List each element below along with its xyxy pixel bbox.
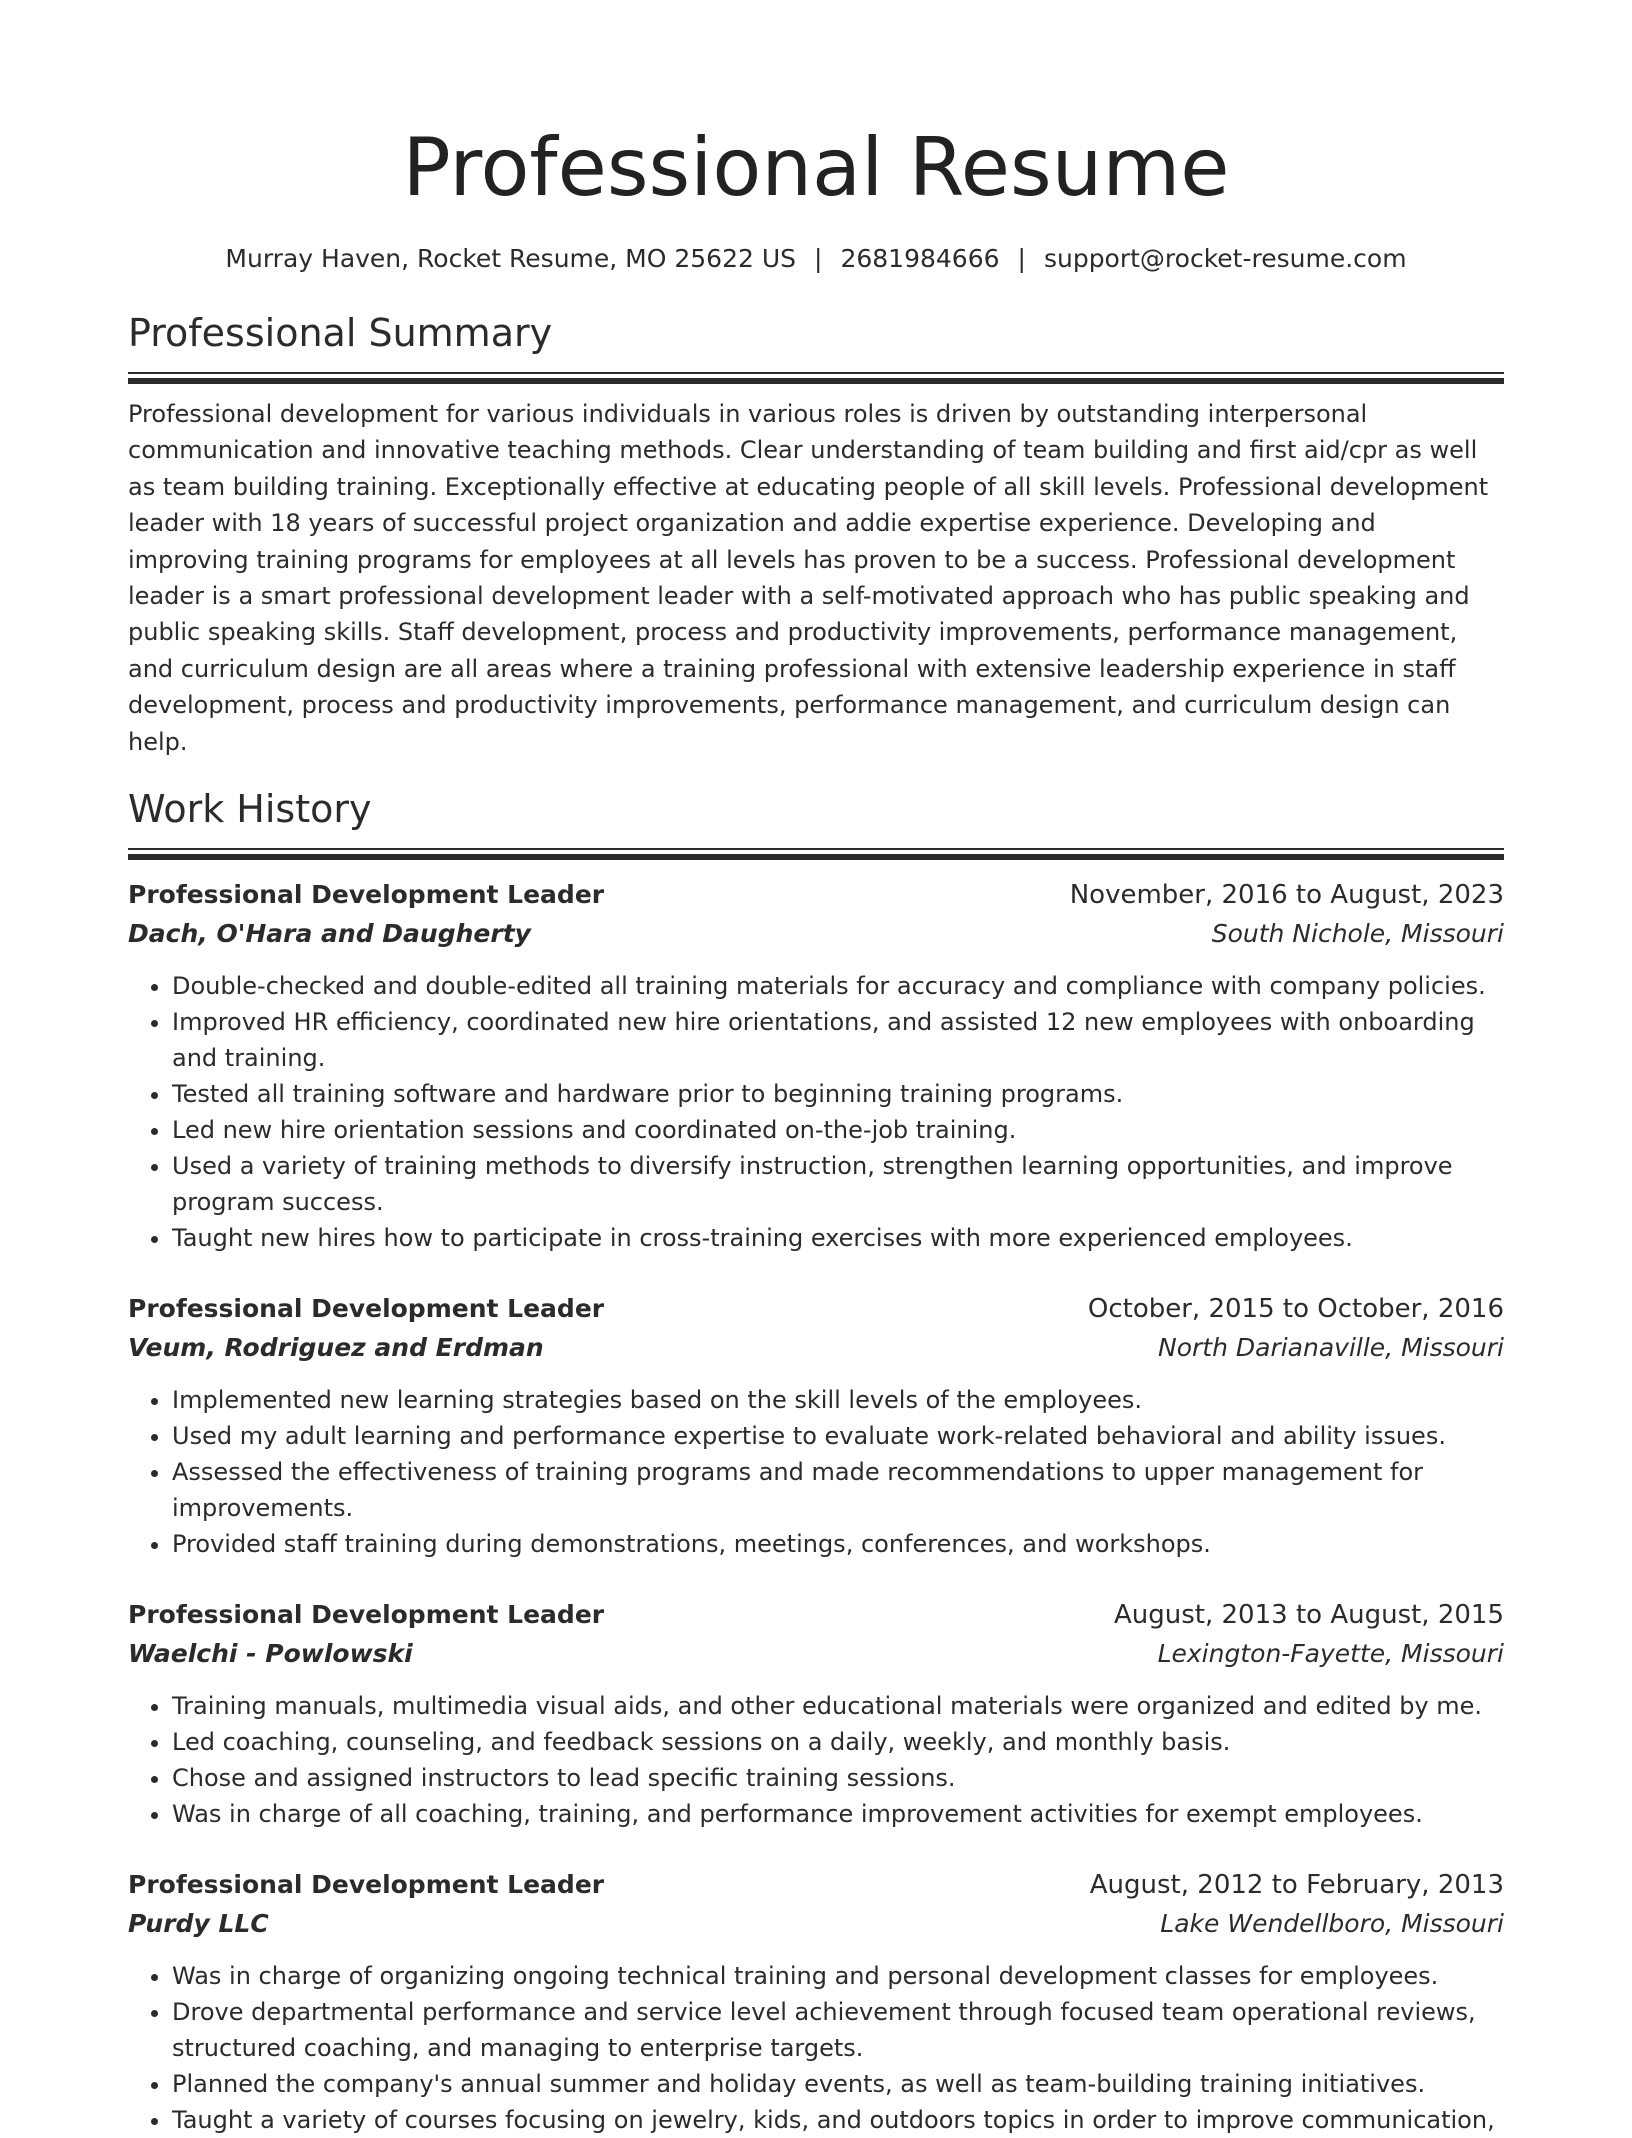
divider-thin-line bbox=[128, 848, 1504, 850]
divider-thick-line bbox=[128, 854, 1504, 860]
job-bullet: • Used a variety of training methods to diversify instruction, strengthen learning opportunities, and improve program success. bbox=[172, 1148, 1504, 1220]
job-bullet: • Led new hire orientation sessions and coordinated on-the-job training. bbox=[172, 1112, 1504, 1148]
job-location: Lake Wendellboro, Missouri bbox=[1160, 1909, 1504, 1939]
contact-address: Murray Haven, Rocket Resume, MO 25622 US bbox=[225, 244, 797, 273]
section-divider bbox=[128, 848, 1504, 860]
work-history-heading: Work History bbox=[128, 787, 372, 832]
job-dates: August, 2013 to August, 2015 bbox=[1114, 1600, 1504, 1631]
job-location: Lexington-Fayette, Missouri bbox=[1157, 1639, 1504, 1669]
job-entry bbox=[128, 1866, 1504, 2138]
job-bullet: • Assessed the effectiveness of training programs and made recommendations to upper management for improvements. bbox=[172, 1454, 1504, 1526]
job-location: North Darianaville, Missouri bbox=[1158, 1333, 1504, 1363]
job-bullet: • Planned the company's annual summer and holiday events, as well as team-building training initiatives. bbox=[172, 2066, 1504, 2102]
job-dates: August, 2012 to February, 2013 bbox=[1089, 1870, 1504, 1901]
page-title: Professional Resume bbox=[402, 121, 1230, 214]
job-location: South Nichole, Missouri bbox=[1211, 919, 1504, 949]
job-dates: October, 2015 to October, 2016 bbox=[1087, 1294, 1504, 1325]
contact-email: support@rocket-resume.com bbox=[1043, 244, 1407, 273]
job-entry bbox=[128, 1290, 1504, 1562]
job-bullet: • Was in charge of all coaching, training, and performance improvement activities for exempt employees. bbox=[172, 1796, 1504, 1832]
summary-heading: Professional Summary bbox=[128, 311, 553, 355]
divider-thin-line bbox=[128, 372, 1504, 374]
job-title: Professional Development Leader bbox=[128, 1600, 605, 1630]
resume-content bbox=[128, 118, 1504, 2138]
job-bullet: • Taught a variety of courses focusing on jewelry, kids, and outdoors topics in order to improve communication, bbox=[172, 2102, 1504, 2138]
job-bullets bbox=[128, 968, 1504, 1256]
job-dates: November, 2016 to August, 2023 bbox=[1069, 880, 1504, 911]
job-bullet: • Used my adult learning and performance expertise to evaluate work-related behavioral and ability issues. bbox=[172, 1418, 1504, 1454]
contact-phone: 2681984666 bbox=[840, 244, 1000, 273]
job-title: Professional Development Leader bbox=[128, 1294, 605, 1324]
job-bullet: • Training manuals, multimedia visual aids, and other educational materials were organized and edited by me. bbox=[172, 1688, 1504, 1724]
job-bullet: • Taught new hires how to participate in cross-training exercises with more experienced employees. bbox=[172, 1220, 1504, 1256]
job-bullet: • Improved HR efficiency, coordinated new hire orientations, and assisted 12 new employees with onboarding and training. bbox=[172, 1004, 1504, 1076]
summary-text: Professional development for various individuals in various roles is driven by outstanding interpersonal communication and innovative teaching methods. Clear understanding of team building and first aid/cpr as well as team building training. Exceptionally effective at educating people of all skill levels. Professional development leader with 18 years of successful project organization and addie expertise experience. Developing and improving training programs for employees at all levels has proven to be a success. Professional development leader is a smart professional development leader with a self-motivated approach who has public speaking and public speaking skills. Staff development, process and productivity improvements, performance management, and curriculum design are all areas where a training professional with extensive leadership experience in staff development, process and productivity improvements, performance management, and curriculum design can help. bbox=[128, 400, 1489, 756]
job-company: Veum, Rodriguez and Erdman bbox=[128, 1333, 544, 1363]
job-bullets bbox=[128, 1688, 1504, 1832]
job-list bbox=[128, 876, 1504, 2138]
job-bullet: • Was in charge of organizing ongoing technical training and personal development classes for employees. bbox=[172, 1958, 1504, 1994]
job-company: Purdy LLC bbox=[128, 1909, 269, 1939]
job-title: Professional Development Leader bbox=[128, 880, 605, 910]
contact-separator: | bbox=[1017, 244, 1026, 273]
job-company: Dach, O'Hara and Daugherty bbox=[128, 919, 531, 949]
job-bullets bbox=[128, 1382, 1504, 1562]
job-company: Waelchi - Powlowski bbox=[128, 1639, 413, 1669]
job-bullets bbox=[128, 1958, 1504, 2138]
job-bullet: • Led coaching, counseling, and feedback sessions on a daily, weekly, and monthly basis. bbox=[172, 1724, 1504, 1760]
job-entry bbox=[128, 876, 1504, 1256]
divider-thick-line bbox=[128, 378, 1504, 384]
job-bullet: • Provided staff training during demonstrations, meetings, conferences, and workshops. bbox=[172, 1526, 1504, 1562]
job-bullet: • Chose and assigned instructors to lead specific training sessions. bbox=[172, 1760, 1504, 1796]
job-bullet: • Drove departmental performance and service level achievement through focused team operational reviews, structured coaching, and managing to enterprise targets. bbox=[172, 1994, 1504, 2066]
section-divider bbox=[128, 372, 1504, 384]
summary-section bbox=[128, 308, 1504, 760]
contact-line bbox=[128, 242, 1504, 276]
job-entry bbox=[128, 1596, 1504, 1832]
job-bullet: • Double-checked and double-edited all training materials for accuracy and compliance with company policies. bbox=[172, 968, 1504, 1004]
job-title: Professional Development Leader bbox=[128, 1870, 605, 1900]
job-bullet: • Implemented new learning strategies based on the skill levels of the employees. bbox=[172, 1382, 1504, 1418]
work-history-section bbox=[128, 784, 1504, 2138]
contact-separator: | bbox=[814, 244, 823, 273]
job-bullet: • Tested all training software and hardware prior to beginning training programs. bbox=[172, 1076, 1504, 1112]
